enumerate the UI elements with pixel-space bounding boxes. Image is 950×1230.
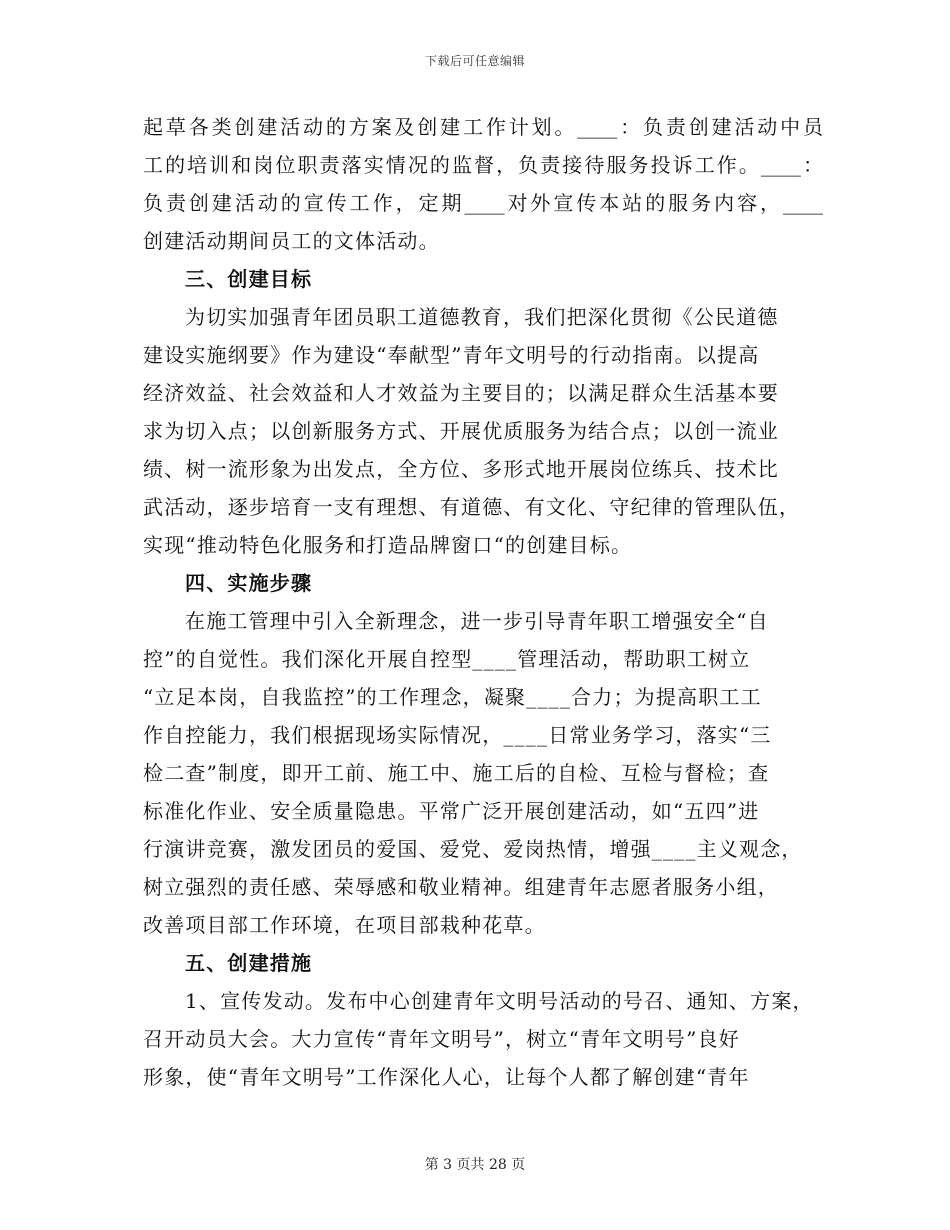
- body-line: 实现“推动特色化服务和打造品牌窗口“的创建目标。: [143, 533, 633, 557]
- body-line: 作自控能力，我们根据现场实际情况，____日常业务学习，落实“三: [143, 723, 772, 747]
- body-line: 改善项目部工作环境，在项目部栽种花草。: [143, 913, 546, 937]
- body-line: 起草各类创建活动的方案及创建工作计划。____：负责创建活动中员: [143, 115, 823, 139]
- body-line: “立足本岗，自我监控”的工作理念，凝聚____合力；为提高职工工: [143, 685, 762, 709]
- body-line: 为切实加强青年团员职工道德教育，我们把深化贯彻《公民道德: [185, 305, 779, 329]
- body-line: 1、宣传发动。发布中心创建青年文明号活动的号召、通知、方案，: [185, 989, 814, 1013]
- body-line: 求为切入点；以创新服务方式、开展优质服务为结合点；以创一流业: [143, 419, 779, 443]
- body-line: 控”的自觉性。我们深化开展自控型____管理活动，帮助职工树立: [143, 647, 751, 671]
- body-line: 树立强烈的责任感、荣辱感和敬业精神。组建青年志愿者服务小组，: [143, 875, 779, 899]
- document-body: [143, 108, 823, 1096]
- body-line: 召开动员大会。大力宣传“青年文明号”，树立“青年文明号”良好: [143, 1027, 740, 1051]
- body-line: 工的培训和岗位职责落实情况的监督，负责接待服务投诉工作。____：: [143, 153, 823, 177]
- section-heading-steps: 四、实施步骤: [185, 571, 313, 595]
- body-line: 形象，使“青年文明号”工作深化人心，让每个人都了解创建“青年: [143, 1065, 750, 1089]
- section-heading-goals: 三、创建目标: [185, 267, 313, 291]
- page-header-note: 下载后可任意编辑: [424, 54, 525, 68]
- body-line: 建设实施纲要》作为建设“奉献型”青年文明号的行动指南。以提高: [143, 343, 760, 367]
- body-line: 绩、树一流形象为出发点，全方位、多形式地开展岗位练兵、技术比: [143, 457, 779, 481]
- body-line: 检二查”制度，即开工前、施工中、施工后的自检、互检与督检；查: [143, 761, 770, 785]
- body-line: 经济效益、社会效益和人才效益为主要目的；以满足群众生活基本要: [143, 381, 779, 405]
- body-line: 标准化作业、安全质量隐患。平常广泛开展创建活动，如“五四”进: [143, 799, 760, 823]
- body-line: 创建活动期间员工的文体活动。: [143, 229, 440, 253]
- section-heading-measures: 五、创建措施: [185, 951, 313, 975]
- body-line: 武活动，逐步培育一支有理想、有道德、有文化、守纪律的管理队伍，: [143, 495, 801, 519]
- body-line: 行演讲竞赛，激发团员的爱国、爱党、爱岗热情，增强____主义观念，: [143, 837, 803, 861]
- page-number-footer: 第 3 页共 28 页: [424, 1157, 526, 1173]
- body-line: 在施工管理中引入全新理念，进一步引导青年职工增强安全“自: [185, 609, 769, 633]
- body-line: 负责创建活动的宣传工作，定期____对外宣传本站的服务内容，____: [143, 191, 823, 215]
